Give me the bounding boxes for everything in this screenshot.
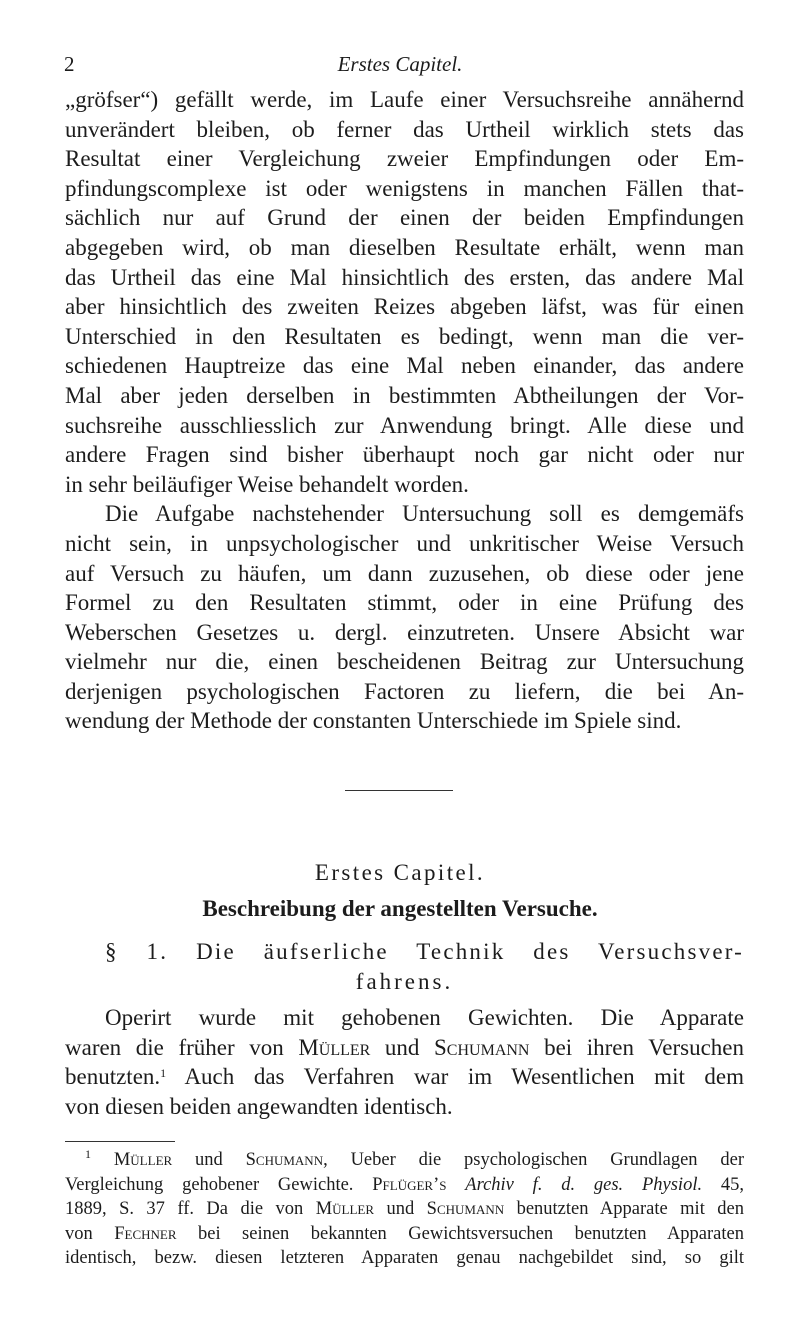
text-run: und — [374, 1199, 427, 1220]
footnote-rule — [65, 1141, 175, 1142]
text-line: suchsreihe ausschliesslich zur Anwendung bringt. Alle diese und — [65, 412, 744, 438]
journal-title: Archiv f. d. ges. Physiol. — [465, 1174, 703, 1195]
text-line: von diesen beiden angewandten identisch. — [65, 1093, 453, 1119]
text-run: benutzten. — [65, 1064, 161, 1090]
text-line: aber hinsichtlich des zweiten Reizes abgeben läfst, was für einen — [65, 294, 744, 320]
footnote-reference[interactable]: 1 — [160, 1066, 167, 1081]
section-heading-line: § 1. Die äufserliche Technik des Versuchsver- — [105, 939, 744, 964]
text-line: unverändert bleiben, ob ferner das Urtheil wirklich stets das — [65, 116, 744, 142]
author-name: Müller — [315, 1199, 375, 1220]
text-run: 1889, S. 37 ff. Da die von — [65, 1199, 316, 1220]
text-line: abgegeben wird, ob man dieselben Resultate erhält, wenn man — [65, 234, 744, 260]
text-line: auf Versuch zu häufen, um dann zuzusehen, ob diese oder jene — [65, 560, 744, 586]
text-line: Weberschen Gesetzes u. dergl. einzutreten. Unsere Absicht war — [65, 619, 744, 645]
text-line: Die Aufgabe nachstehender Untersuchung soll es demgemäfs — [105, 501, 744, 527]
author-name: Schumann — [245, 1150, 324, 1170]
text-run: von — [65, 1223, 115, 1244]
author-name: Schumann — [434, 1034, 530, 1060]
text-run — [446, 1175, 465, 1195]
text-run: , Ueber die psychologischen Grundlagen der — [323, 1150, 744, 1170]
footnote-line — [65, 1148, 744, 1173]
text-line: in sehr beiläufiger Weise behandelt worden. — [65, 471, 469, 497]
author-name: Müller — [298, 1034, 371, 1060]
footnote-number: 1 — [85, 1147, 91, 1161]
author-name: Fechner — [114, 1223, 177, 1244]
text-line: pfindungscomplexe ist oder wenigstens in manchen Fällen that- — [65, 175, 744, 201]
text-line: wendung der Methode der constanten Unterschiede im Spiele sind. — [65, 708, 682, 734]
section-text — [65, 1003, 744, 1121]
section-heading-line: fahrens. — [355, 969, 454, 994]
text-run: und — [172, 1150, 246, 1170]
text-run: benutzten Apparate mit den — [504, 1199, 744, 1220]
text-line: „gröfser“) gefällt werde, im Laufe einer Versuchsreihe annähernd — [65, 87, 744, 112]
text-line: schiedenen Hauptreize das eine Mal neben einander, das andere — [65, 353, 744, 379]
running-head: Erstes Capitel. — [337, 52, 463, 76]
intro-text — [65, 85, 744, 736]
text-line: Resultat einer Vergleichung zweier Empfindungen oder Em- — [65, 146, 744, 172]
text-line: das Urtheil das eine Mal hinsichtlich des ersten, das andere Mal — [65, 264, 744, 290]
footnote-line — [65, 1197, 744, 1222]
footnote-line — [65, 1173, 744, 1198]
text-run: 45, — [702, 1174, 745, 1195]
text-line: andere Fragen sind bisher überhaupt noch gar nicht oder nur — [65, 442, 744, 468]
text-line: Formel zu den Resultaten stimmt, oder in eine Prüfung des — [65, 590, 744, 616]
chapter-subtitle: Beschreibung der angestellten Versuche. — [202, 896, 598, 921]
text-run: waren die früher von — [65, 1034, 299, 1060]
text-line: vielmehr nur die, einen bescheidenen Beitrag zur Untersuchung — [65, 649, 744, 675]
text-line: nicht sein, in unpsychologischer und unkritischer Weise Versuch — [65, 530, 744, 556]
text-line: Unterschied in den Resultaten es bedingt, wenn man die ver- — [65, 323, 744, 349]
text-line: Mal aber jeden derselben in bestimmten Abtheilungen der Vor- — [65, 382, 744, 408]
footnote-line: identisch, bezw. diesen letzteren Apparaten genau nachgebildet sind, so gilt — [65, 1248, 744, 1269]
text-line — [65, 1062, 744, 1092]
section-heading — [65, 937, 744, 997]
footnote-line — [65, 1222, 744, 1247]
text-run: bei ihren Versuchen — [529, 1034, 744, 1060]
footnote — [65, 1148, 744, 1271]
text-run: und — [370, 1034, 435, 1060]
text-line: derjenigen psychologischen Factoren zu liefern, die bei An- — [65, 678, 744, 704]
text-line — [65, 1033, 744, 1063]
page-number: 2 — [64, 52, 75, 76]
author-name: Pflüger’s — [372, 1174, 447, 1195]
author-name: Schumann — [426, 1199, 505, 1220]
chapter-title: Erstes Capitel. — [314, 860, 486, 885]
author-name: Müller — [113, 1150, 173, 1170]
text-run: bei seinen bekannten Gewichtsversuchen benutzten Apparaten — [176, 1223, 744, 1244]
chapter-divider — [345, 790, 453, 791]
text-run: Auch das Verfahren war im Wesentlichen mit dem — [166, 1064, 744, 1090]
text-run: Vergleichung gehobener Gewichte. — [65, 1174, 373, 1195]
text-line: sächlich nur auf Grund der einen der beiden Empfindungen — [65, 205, 744, 231]
text-line: Operirt wurde mit gehobenen Gewichten. Die Apparate — [105, 1005, 744, 1030]
